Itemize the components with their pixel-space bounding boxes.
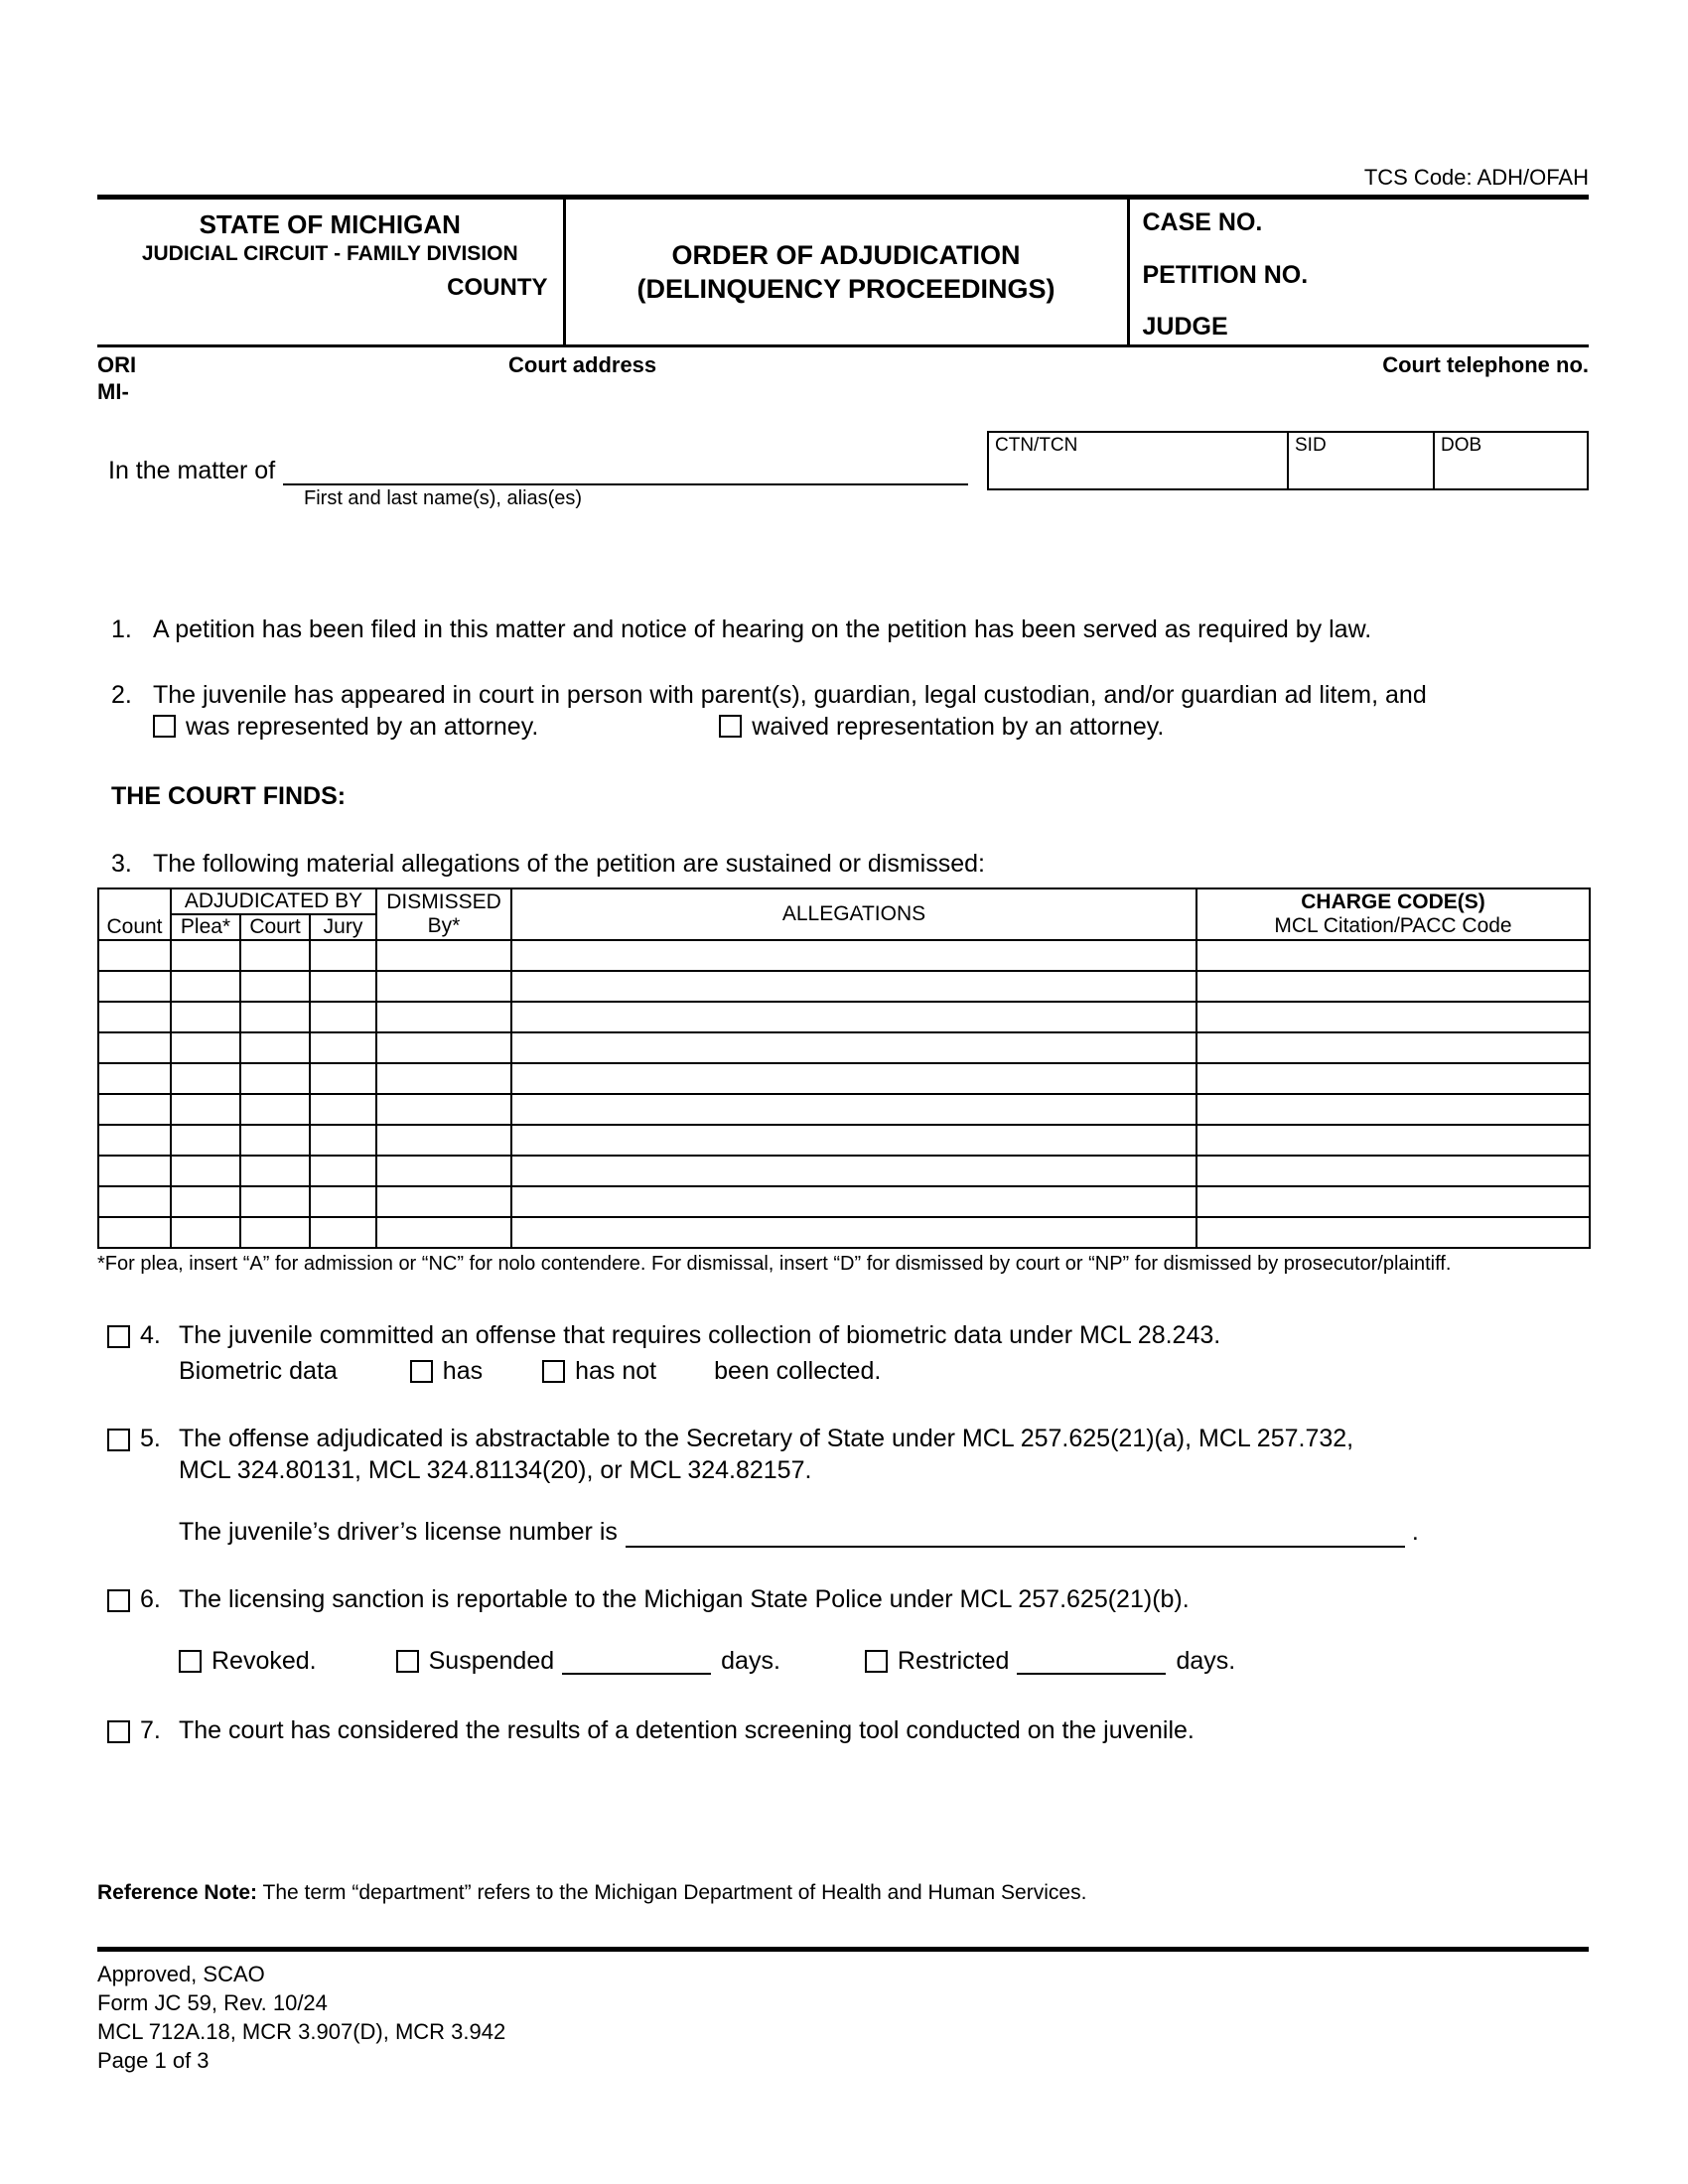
allegations-empty-cell[interactable] bbox=[376, 1094, 511, 1125]
col-header-court: Court bbox=[240, 914, 310, 940]
allegations-empty-cell[interactable] bbox=[376, 1186, 511, 1217]
item-6-number: 6. bbox=[140, 1585, 161, 1613]
allegations-empty-cell[interactable] bbox=[171, 1125, 240, 1156]
form-title-line2: (DELINQUENCY PROCEEDINGS) bbox=[636, 274, 1055, 304]
restricted-label: Restricted bbox=[897, 1647, 1010, 1675]
matter-section bbox=[97, 431, 1589, 510]
allegations-empty-cell[interactable] bbox=[171, 1217, 240, 1248]
allegations-empty-cell[interactable] bbox=[1196, 1217, 1590, 1248]
item-5-number: 5. bbox=[140, 1425, 161, 1452]
allegations-empty-cell[interactable] bbox=[98, 1125, 171, 1156]
form-title-cell bbox=[564, 198, 1128, 346]
allegations-empty-cell[interactable] bbox=[240, 1094, 310, 1125]
allegations-empty-cell[interactable] bbox=[310, 1094, 376, 1125]
form-title-line1: ORDER OF ADJUDICATION bbox=[671, 240, 1021, 270]
license-line bbox=[179, 1516, 1589, 1548]
biometric-has-label: has bbox=[442, 1357, 484, 1385]
allegations-empty-cell[interactable] bbox=[240, 1186, 310, 1217]
allegations-empty-cell[interactable] bbox=[376, 1217, 511, 1248]
allegations-empty-cell[interactable] bbox=[511, 1094, 1196, 1125]
allegations-empty-cell[interactable] bbox=[310, 1156, 376, 1186]
allegations-empty-row bbox=[98, 1217, 1590, 1248]
allegations-empty-cell[interactable] bbox=[98, 940, 171, 971]
footer-page-number: Page 1 of 3 bbox=[97, 2048, 210, 2073]
item-7 bbox=[97, 1714, 1589, 1746]
allegations-empty-cell[interactable] bbox=[310, 1186, 376, 1217]
allegations-empty-cell[interactable] bbox=[1196, 1032, 1590, 1063]
allegations-empty-cell[interactable] bbox=[1196, 1002, 1590, 1032]
sanction-options bbox=[179, 1645, 1589, 1677]
matter-caption: First and last name(s), alias(es) bbox=[304, 487, 583, 509]
allegations-empty-cell[interactable] bbox=[98, 1032, 171, 1063]
allegations-empty-cell[interactable] bbox=[376, 1032, 511, 1063]
biometric-suffix: been collected. bbox=[714, 1357, 882, 1385]
circuit-division-label: JUDICIAL CIRCUIT - FAMILY DIVISION bbox=[141, 242, 518, 265]
allegations-empty-cell[interactable] bbox=[511, 940, 1196, 971]
biometric-has-not-checkbox[interactable] bbox=[542, 1360, 565, 1383]
case-no-label: CASE NO. bbox=[1142, 208, 1263, 236]
sid-field[interactable] bbox=[1288, 432, 1434, 489]
allegations-empty-cell[interactable] bbox=[310, 1032, 376, 1063]
allegations-empty-cell[interactable] bbox=[1196, 1156, 1590, 1186]
court-phone-label: Court telephone no. bbox=[1382, 352, 1589, 377]
item-1-number: 1. bbox=[111, 615, 132, 643]
biometric-has-checkbox[interactable] bbox=[410, 1360, 433, 1383]
allegations-empty-row bbox=[98, 1156, 1590, 1186]
suspended-days-blank[interactable] bbox=[562, 1647, 711, 1675]
allegations-empty-cell[interactable] bbox=[98, 1156, 171, 1186]
allegations-empty-cell[interactable] bbox=[511, 1032, 1196, 1063]
item-3 bbox=[97, 848, 1589, 880]
ori-label: ORI bbox=[97, 352, 137, 377]
allegations-empty-cell[interactable] bbox=[511, 1002, 1196, 1032]
allegations-empty-cell[interactable] bbox=[376, 940, 511, 971]
dob-label: DOB bbox=[1441, 435, 1482, 456]
allegations-empty-cell[interactable] bbox=[376, 1002, 511, 1032]
allegations-table-body bbox=[98, 940, 1590, 1248]
item-2-options bbox=[153, 711, 1589, 743]
allegations-empty-cell[interactable] bbox=[240, 971, 310, 1002]
allegations-empty-cell[interactable] bbox=[1196, 1063, 1590, 1094]
allegations-empty-cell[interactable] bbox=[171, 1063, 240, 1094]
allegations-empty-cell[interactable] bbox=[240, 1125, 310, 1156]
allegations-empty-cell[interactable] bbox=[98, 1002, 171, 1032]
footer-rule bbox=[97, 1947, 1589, 1952]
allegations-empty-cell[interactable] bbox=[310, 1063, 376, 1094]
allegations-empty-row bbox=[98, 1002, 1590, 1032]
plea-footnote: *For plea, insert “A” for admission or “NC” for nolo contendere. For dismissal, insert “D” for dismissed by court or “NP” for dismissed by prosecutor/plaintiff. bbox=[97, 1253, 1452, 1275]
allegations-empty-cell[interactable] bbox=[1196, 940, 1590, 971]
allegations-empty-cell[interactable] bbox=[240, 1217, 310, 1248]
allegations-empty-cell[interactable] bbox=[310, 971, 376, 1002]
represented-by-attorney-checkbox[interactable] bbox=[153, 715, 176, 738]
item-3-text: The following material allegations of the petition are sustained or dismissed: bbox=[153, 850, 985, 878]
charge-codes-label: CHARGE CODE(S) bbox=[1301, 890, 1485, 913]
court-identity-cell bbox=[97, 198, 564, 346]
reference-note-text: The term “department” refers to the Michigan Department of Health and Human Services. bbox=[262, 1881, 1087, 1904]
col-header-count: Count bbox=[98, 888, 171, 940]
item-6-text: The licensing sanction is reportable to the Michigan State Police under MCL 257.625(21)(b). bbox=[179, 1585, 1190, 1613]
sid-label: SID bbox=[1295, 435, 1327, 456]
item-5-line2: MCL 324.80131, MCL 324.81134(20), or MCL 324.82157. bbox=[179, 1456, 812, 1484]
waived-representation-label: waived representation by an attorney. bbox=[752, 713, 1165, 741]
allegations-empty-cell[interactable] bbox=[98, 971, 171, 1002]
dismissed-by-label: By* bbox=[427, 914, 461, 937]
allegations-empty-cell[interactable] bbox=[511, 1186, 1196, 1217]
allegations-empty-cell[interactable] bbox=[98, 1186, 171, 1217]
case-info-cell[interactable] bbox=[1128, 198, 1589, 346]
allegations-empty-cell[interactable] bbox=[511, 971, 1196, 1002]
id-box bbox=[987, 431, 1589, 490]
court-info-line bbox=[97, 351, 1589, 405]
license-prefix: The juvenile’s driver’s license number is bbox=[179, 1518, 618, 1546]
juvenile-name-blank[interactable] bbox=[283, 458, 968, 485]
petition-no-label: PETITION NO. bbox=[1142, 260, 1309, 289]
biometric-has-not-label: has not bbox=[575, 1357, 657, 1385]
allegations-empty-cell[interactable] bbox=[171, 1032, 240, 1063]
court-finds-heading: THE COURT FINDS: bbox=[111, 782, 347, 810]
judge-label: JUDGE bbox=[1142, 313, 1228, 341]
item-1 bbox=[97, 614, 1589, 645]
allegations-empty-cell[interactable] bbox=[511, 1156, 1196, 1186]
ctn-label: CTN/TCN bbox=[995, 435, 1078, 456]
col-header-charge-codes bbox=[1196, 888, 1590, 940]
dob-field[interactable] bbox=[1434, 432, 1588, 489]
item-5-checkbox[interactable] bbox=[107, 1429, 130, 1451]
allegations-table bbox=[97, 887, 1591, 1249]
footer-form-number: Form JC 59, Rev. 10/24 bbox=[97, 1990, 328, 2015]
allegations-empty-cell[interactable] bbox=[1196, 1094, 1590, 1125]
item-5 bbox=[97, 1423, 1589, 1548]
allegations-empty-row bbox=[98, 1032, 1590, 1063]
county-label: COUNTY bbox=[447, 274, 548, 301]
item-5-line1: The offense adjudicated is abstractable to the Secretary of State under MCL 257.625(21)(a), MCL 257.732, bbox=[179, 1425, 1354, 1452]
footer bbox=[97, 1960, 1589, 2075]
allegations-empty-row bbox=[98, 971, 1590, 1002]
allegations-empty-cell[interactable] bbox=[376, 1063, 511, 1094]
item-7-text: The court has considered the results of a detention screening tool conducted on the juvenile. bbox=[179, 1716, 1195, 1744]
allegations-empty-cell[interactable] bbox=[1196, 1186, 1590, 1217]
allegations-empty-cell[interactable] bbox=[171, 1156, 240, 1186]
allegations-empty-cell[interactable] bbox=[376, 1125, 511, 1156]
item-7-number: 7. bbox=[140, 1716, 161, 1744]
tcs-code: TCS Code: ADH/OFAH bbox=[1363, 165, 1589, 190]
allegations-empty-cell[interactable] bbox=[171, 971, 240, 1002]
revoked-checkbox[interactable] bbox=[179, 1650, 202, 1673]
represented-by-attorney-label: was represented by an attorney. bbox=[186, 713, 539, 741]
license-number-blank[interactable] bbox=[626, 1520, 1405, 1548]
allegations-empty-cell[interactable] bbox=[240, 1063, 310, 1094]
item-7-checkbox[interactable] bbox=[107, 1720, 130, 1743]
item-2 bbox=[97, 679, 1589, 743]
state-label: STATE OF MICHIGAN bbox=[199, 209, 461, 239]
allegations-empty-cell[interactable] bbox=[98, 1063, 171, 1094]
matter-prefix: In the matter of bbox=[108, 457, 276, 484]
allegations-empty-cell[interactable] bbox=[171, 1002, 240, 1032]
allegations-empty-row bbox=[98, 1186, 1590, 1217]
ori-value: MI- bbox=[97, 379, 129, 404]
allegations-empty-cell[interactable] bbox=[310, 1217, 376, 1248]
allegations-empty-cell[interactable] bbox=[511, 1217, 1196, 1248]
item-4 bbox=[97, 1319, 1589, 1387]
allegations-empty-cell[interactable] bbox=[376, 1156, 511, 1186]
reference-note bbox=[97, 1881, 1589, 1905]
allegations-empty-cell[interactable] bbox=[240, 1032, 310, 1063]
allegations-empty-cell[interactable] bbox=[171, 1186, 240, 1217]
item-6 bbox=[97, 1583, 1589, 1677]
restricted-days-label: days. bbox=[1176, 1647, 1236, 1675]
item-4-text: The juvenile committed an offense that requires collection of biometric data under MCL 28.243. bbox=[179, 1321, 1221, 1349]
allegations-empty-cell[interactable] bbox=[511, 1063, 1196, 1094]
item-3-number: 3. bbox=[111, 850, 132, 878]
allegations-empty-cell[interactable] bbox=[310, 1002, 376, 1032]
col-header-plea: Plea* bbox=[171, 914, 240, 940]
allegations-empty-cell[interactable] bbox=[1196, 971, 1590, 1002]
allegations-empty-cell[interactable] bbox=[171, 940, 240, 971]
suspended-checkbox[interactable] bbox=[396, 1650, 419, 1673]
allegations-empty-cell[interactable] bbox=[376, 971, 511, 1002]
allegations-empty-cell[interactable] bbox=[240, 940, 310, 971]
footer-approved: Approved, SCAO bbox=[97, 1962, 265, 1986]
item-2-number: 2. bbox=[111, 681, 132, 709]
allegations-empty-row bbox=[98, 1063, 1590, 1094]
item-4-checkbox[interactable] bbox=[107, 1325, 130, 1348]
ctn-field[interactable] bbox=[988, 432, 1288, 489]
biometric-line bbox=[179, 1355, 1589, 1387]
restricted-checkbox[interactable] bbox=[865, 1650, 888, 1673]
biometric-prefix: Biometric data bbox=[179, 1357, 338, 1385]
revoked-label: Revoked. bbox=[211, 1647, 317, 1675]
suspended-label: Suspended bbox=[428, 1647, 555, 1675]
allegations-empty-cell[interactable] bbox=[310, 1125, 376, 1156]
footer-citations: MCL 712A.18, MCR 3.907(D), MCR 3.942 bbox=[97, 2019, 506, 2044]
ori-block[interactable] bbox=[97, 351, 508, 405]
allegations-empty-cell[interactable] bbox=[240, 1156, 310, 1186]
col-header-jury: Jury bbox=[310, 914, 376, 940]
allegations-empty-cell[interactable] bbox=[310, 940, 376, 971]
court-address-label: Court address bbox=[508, 352, 657, 377]
allegations-empty-cell[interactable] bbox=[511, 1125, 1196, 1156]
allegations-empty-cell[interactable] bbox=[171, 1094, 240, 1125]
item-4-number: 4. bbox=[140, 1321, 161, 1349]
charge-codes-sublabel: MCL Citation/PACC Code bbox=[1274, 914, 1512, 937]
allegations-empty-row bbox=[98, 940, 1590, 971]
col-header-allegations: ALLEGATIONS bbox=[511, 888, 1196, 940]
dismissed-label: DISMISSED bbox=[386, 890, 501, 913]
restricted-days-blank[interactable] bbox=[1017, 1647, 1166, 1675]
allegations-empty-cell[interactable] bbox=[240, 1002, 310, 1032]
suspended-days-label: days. bbox=[721, 1647, 780, 1675]
item-2-text: The juvenile has appeared in court in person with parent(s), guardian, legal custodian, and/or guardian ad litem, and bbox=[153, 681, 1427, 709]
allegations-empty-cell[interactable] bbox=[1196, 1125, 1590, 1156]
col-header-dismissed-by bbox=[376, 888, 511, 940]
waived-representation-checkbox[interactable] bbox=[719, 715, 742, 738]
item-6-checkbox[interactable] bbox=[107, 1589, 130, 1612]
col-header-adjudicated-by: ADJUDICATED BY bbox=[171, 888, 376, 914]
caption-header bbox=[97, 195, 1589, 347]
allegations-empty-cell[interactable] bbox=[98, 1217, 171, 1248]
allegations-empty-row bbox=[98, 1125, 1590, 1156]
item-1-text: A petition has been filed in this matter and notice of hearing on the petition has been served as required by law. bbox=[153, 615, 1372, 643]
allegations-empty-row bbox=[98, 1094, 1590, 1125]
reference-note-label: Reference Note: bbox=[97, 1881, 258, 1904]
license-suffix: . bbox=[1411, 1518, 1419, 1546]
allegations-empty-cell[interactable] bbox=[98, 1094, 171, 1125]
